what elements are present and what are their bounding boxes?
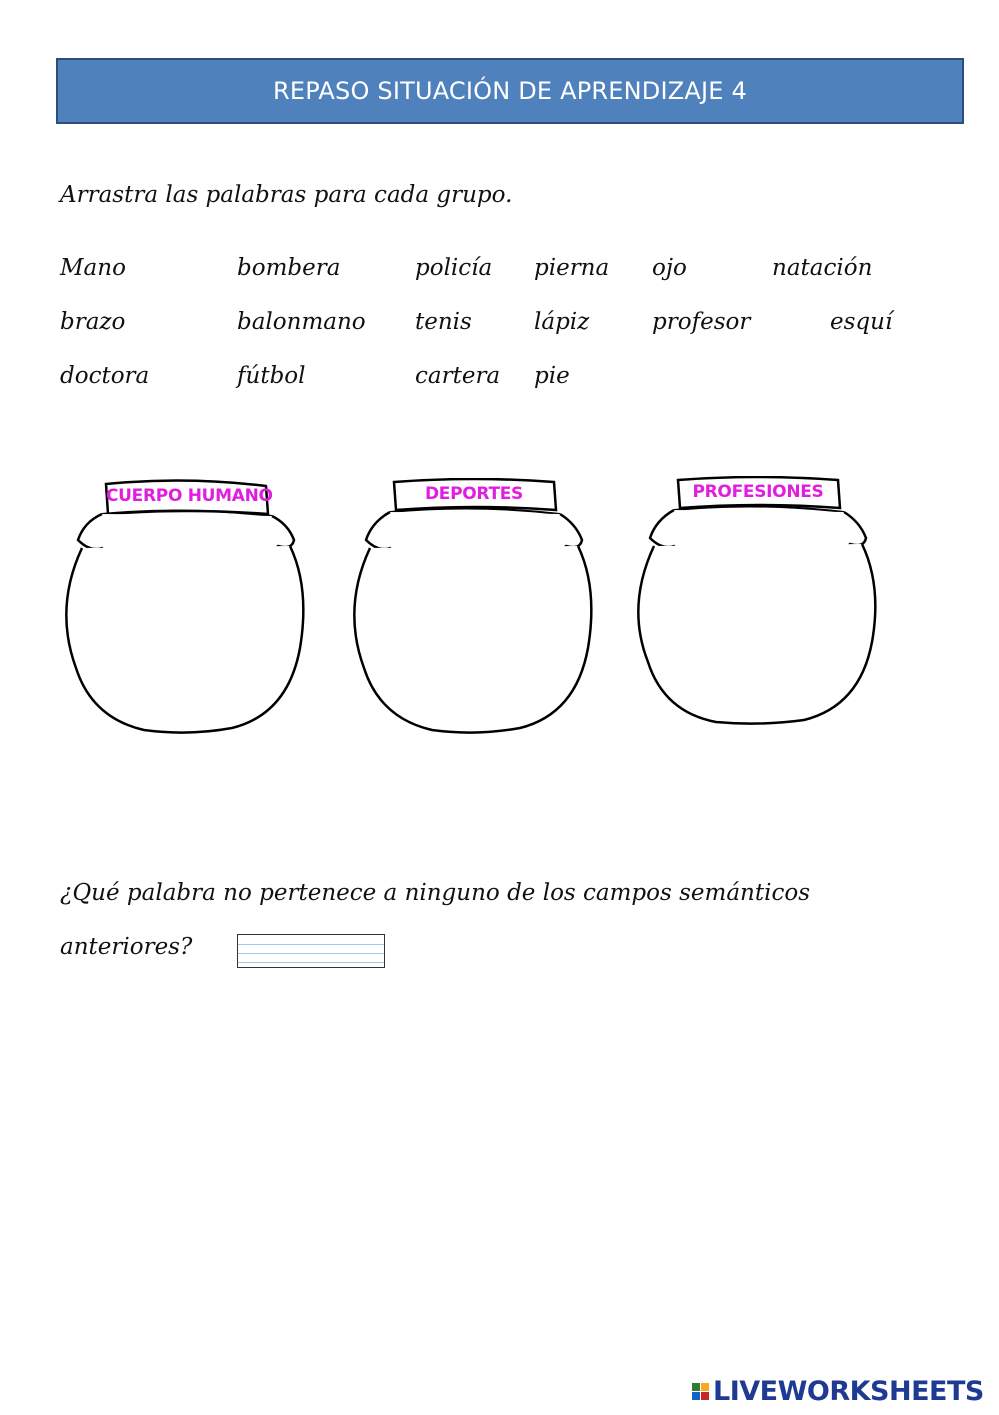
- instruction-text: Arrastra las palabras para cada grupo.: [60, 182, 513, 208]
- draggable-word[interactable]: balonmano: [237, 309, 366, 335]
- liveworksheets-mark-icon: [692, 1383, 709, 1400]
- drop-jar-deportes[interactable]: [350, 478, 600, 740]
- answer-input[interactable]: [238, 935, 384, 967]
- drop-jar-profesiones[interactable]: [634, 476, 884, 738]
- jar-illustration: [62, 478, 312, 740]
- brand-name: LIVEWORKSHEETS: [713, 1376, 984, 1407]
- draggable-word[interactable]: ojo: [652, 255, 687, 281]
- draggable-word[interactable]: Mano: [60, 255, 126, 281]
- page-title: REPASO SITUACIÓN DE APRENDIZAJE 4: [273, 77, 747, 105]
- draggable-word[interactable]: cartera: [415, 363, 501, 389]
- draggable-word[interactable]: profesor: [652, 309, 751, 335]
- draggable-word[interactable]: pie: [534, 363, 570, 389]
- draggable-word[interactable]: brazo: [60, 309, 126, 335]
- liveworksheets-logo: [692, 1376, 984, 1407]
- draggable-word[interactable]: bombera: [237, 255, 341, 281]
- draggable-word[interactable]: tenis: [415, 309, 472, 335]
- draggable-word[interactable]: esquí: [830, 309, 893, 335]
- draggable-word[interactable]: fútbol: [237, 363, 306, 389]
- jar-label: PROFESIONES: [692, 482, 824, 502]
- draggable-word[interactable]: lápiz: [534, 309, 590, 335]
- jar-illustration: [350, 478, 600, 740]
- jar-label: CUERPO HUMANO: [106, 486, 273, 506]
- drop-jar-cuerpo-humano[interactable]: [62, 478, 312, 740]
- draggable-word[interactable]: natación: [772, 255, 873, 281]
- title-banner: [56, 58, 964, 124]
- question-line-1: ¿Qué palabra no pertenece a ninguno de los campos semánticos: [60, 880, 810, 906]
- jar-label: DEPORTES: [424, 484, 523, 504]
- jar-illustration: [634, 476, 884, 738]
- question-line-2: anteriores?: [60, 934, 193, 960]
- draggable-word[interactable]: pierna: [534, 255, 610, 281]
- draggable-word[interactable]: policía: [415, 255, 493, 281]
- answer-field-wrapper[interactable]: [237, 934, 385, 968]
- draggable-word[interactable]: doctora: [60, 363, 150, 389]
